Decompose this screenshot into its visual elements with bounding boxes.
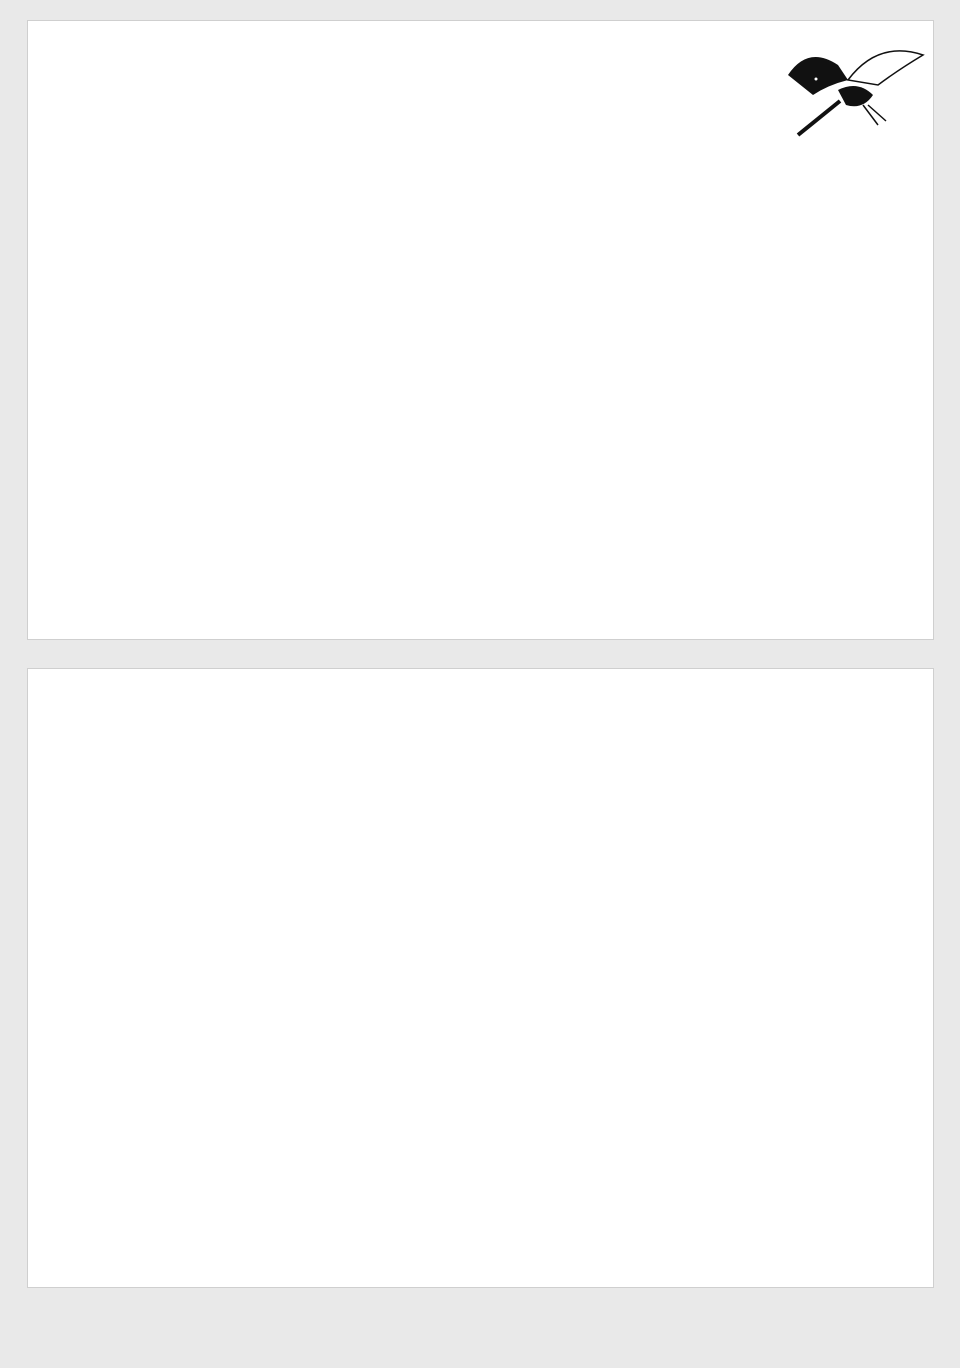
- bottom-banner: [0, 1300, 960, 1368]
- spread-page-28-29: [27, 20, 934, 640]
- spread-page-30-31: [27, 668, 934, 1288]
- magpie-icon: [768, 35, 928, 145]
